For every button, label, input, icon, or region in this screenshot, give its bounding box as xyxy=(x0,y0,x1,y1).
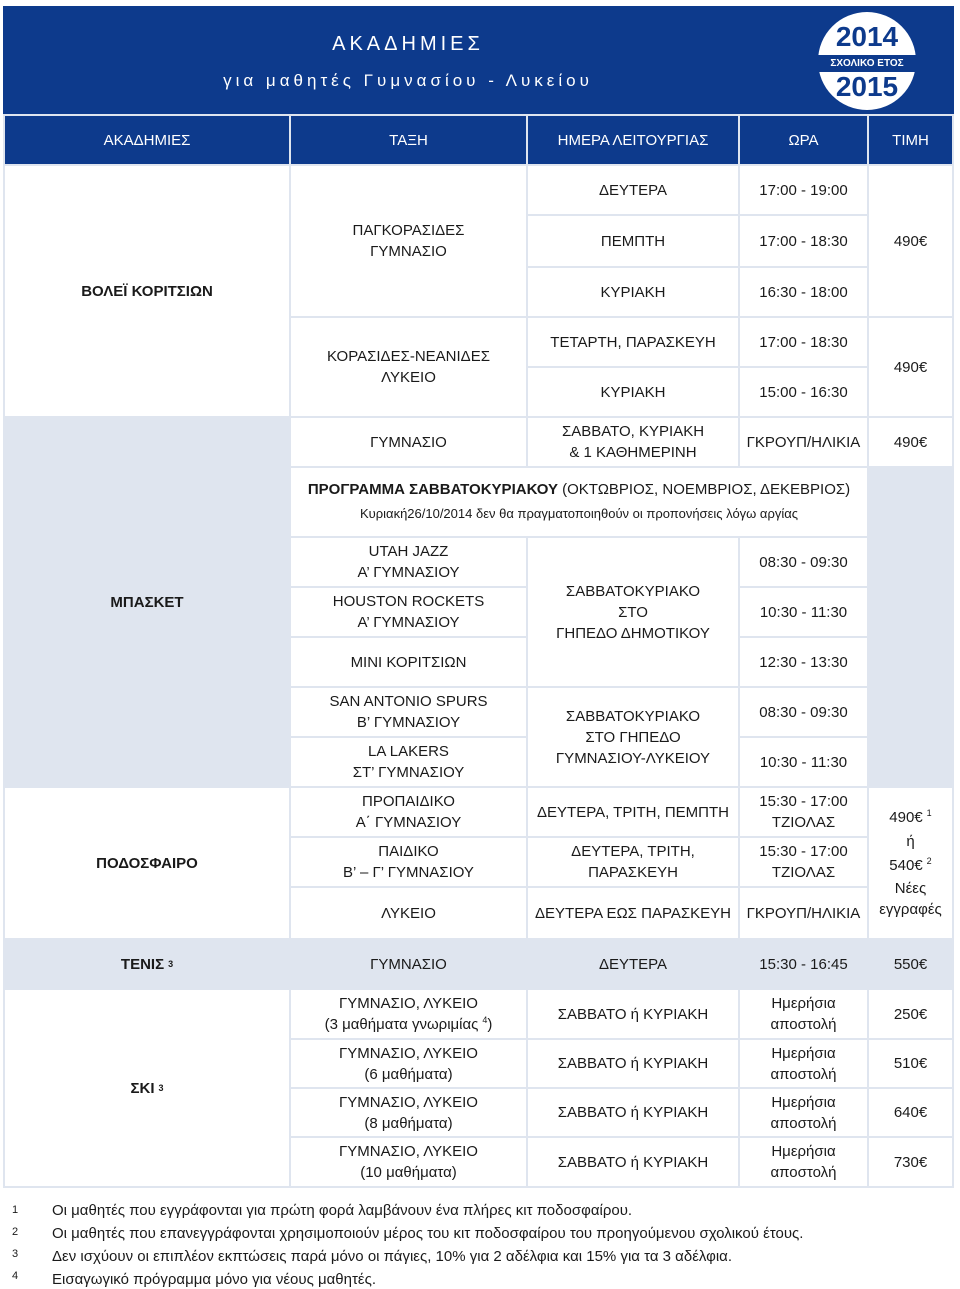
footnote-numbers xyxy=(6,1199,24,1287)
time-cell: 17:00 - 18:30 xyxy=(740,216,867,266)
time-cell: 17:00 - 19:00 xyxy=(740,166,867,214)
price-new: 540€ $^2$ xyxy=(889,856,932,874)
price-blank xyxy=(869,468,952,786)
time-cell: 10:30 - 11:30 xyxy=(740,588,867,636)
price-cell: 490€ xyxy=(869,166,952,316)
price-cell: 550€ xyxy=(869,940,952,988)
venue-cell: ΣΑΒΒΑΤΟΚΥΡΙΑΚΟ ΣΤΟ ΓΗΠΕΔΟ ΔΗΜΟΤΙΚΟΥ xyxy=(528,538,738,686)
column-header-academy: ΑΚΑΔΗΜΙΕΣ xyxy=(5,116,289,164)
day-cell: ΣΑΒΒΑΤΟ ή ΚΥΡΙΑΚΗ xyxy=(528,1040,738,1087)
price-cell: 640€ xyxy=(869,1089,952,1136)
footnote-number: 2 xyxy=(11,1226,19,1238)
class-cell: ΓΥΜΝΑΣΙΟ xyxy=(291,418,526,466)
time-cell: Ημερήσια αποστολή xyxy=(740,1040,867,1087)
day-cell: ΔΕΥΤΕΡΑ, ΤΡΙΤΗ, ΠΑΡΑΣΚΕΥΗ xyxy=(528,838,738,886)
academy-tennis: ΤΕΝΙΣ 3 xyxy=(5,940,289,988)
column-header-day: ΗΜΕΡΑ ΛΕΙΤΟΥΡΓΙΑΣ xyxy=(528,116,738,164)
day-cell: ΣΑΒΒΑΤΟ ή ΚΥΡΙΑΚΗ xyxy=(528,1089,738,1136)
time-cell: 15:30 - 17:00 ΤΖΙΟΛΑΣ xyxy=(740,788,867,836)
class-cell: ΓΥΜΝΑΣΙΟ, ΛΥΚΕΙΟ (6 μαθήματα) xyxy=(291,1040,526,1087)
football-price-cell xyxy=(869,788,952,938)
footnote-number: 1 xyxy=(11,1204,19,1216)
footnote-ref: 1 xyxy=(926,808,932,818)
class-cell: ΠΑΙΔΙΚΟ Β’ – Γ’ ΓΥΜΝΑΣΙΟΥ xyxy=(291,838,526,886)
column-header-price: ΤΙΜΗ xyxy=(869,116,952,164)
time-cell: 15:30 - 17:00 ΤΖΙΟΛΑΣ xyxy=(740,838,867,886)
day-cell: ΔΕΥΤΕΡΑ xyxy=(528,166,738,214)
day-cell: ΤΕΤΑΡΤΗ, ΠΑΡΑΣΚΕΥΗ xyxy=(528,318,738,366)
academy-ski: ΣΚΙ 3 xyxy=(5,990,289,1186)
footnote-text: Εισαγωγικό πρόγραμμα μόνο για νέους μαθητές. xyxy=(52,1271,376,1288)
class-cell: ΓΥΜΝΑΣΙΟ xyxy=(291,940,526,988)
time-cell: ΓΚΡΟΥΠ/ΗΛΙΚΙΑ xyxy=(740,418,867,466)
badge-year-start: 2014 xyxy=(835,21,899,52)
column-header-class: ΤΑΞΗ xyxy=(291,116,526,164)
price-returning: 490€ $^1$ xyxy=(889,808,932,826)
day-cell: ΔΕΥΤΕΡΑ xyxy=(528,940,738,988)
time-cell: ΓΚΡΟΥΠ/ΗΛΙΚΙΑ xyxy=(740,888,867,938)
time-cell: Ημερήσια αποστολή xyxy=(740,990,867,1038)
class-cell: ΛΥΚΕΙΟ xyxy=(291,888,526,938)
footnote-number: 4 xyxy=(11,1270,19,1282)
academy-volley: ΒΟΛΕΪ ΚΟΡΙΤΣΙΩΝ xyxy=(5,166,289,416)
team-cell: LA LAKERS ΣΤ’ ΓΥΜΝΑΣΙΟΥ xyxy=(291,738,526,786)
time-cell: 15:00 - 16:30 xyxy=(740,368,867,416)
badge-year-end: 2015 xyxy=(835,71,899,102)
footnotes xyxy=(52,1199,952,1289)
team-cell: HOUSTON ROCKETS Α’ ΓΥΜΝΑΣΙΟΥ xyxy=(291,588,526,636)
footnote-number: 3 xyxy=(11,1248,19,1260)
time-cell: 15:30 - 16:45 xyxy=(740,940,867,988)
price-cell: 510€ xyxy=(869,1040,952,1087)
page-subtitle: για μαθητές Γυμνασίου - Λυκείου xyxy=(223,71,593,90)
badge-caption: ΣΧΟΛΙΚΟ ΕΤΟΣ xyxy=(818,55,916,72)
time-cell: 10:30 - 11:30 xyxy=(740,738,867,786)
day-cell: ΣΑΒΒΑΤΟ ή ΚΥΡΙΑΚΗ xyxy=(528,1138,738,1186)
holiday-note: Κυριακή26/10/2014 δεν θα πραγματοποιηθούν οι προπονήσεις λόγω αργίας xyxy=(359,506,799,521)
academy-football: ΠΟΔΟΣΦΑΙΡΟ xyxy=(5,788,289,938)
day-cell: ΚΥΡΙΑΚΗ xyxy=(528,368,738,416)
day-cell: ΣΑΒΒΑΤΟ, ΚΥΡΙΑΚΗ & 1 ΚΑΘΗΜΕΡΙΝΗ xyxy=(528,418,738,466)
column-header-time: ΩΡΑ xyxy=(740,116,867,164)
class-cell: ΓΥΜΝΑΣΙΟ, ΛΥΚΕΙΟ (8 μαθήματα) xyxy=(291,1089,526,1136)
day-cell: ΣΑΒΒΑΤΟ ή ΚΥΡΙΑΚΗ xyxy=(528,990,738,1038)
day-cell: ΔΕΥΤΕΡΑ ΕΩΣ ΠΑΡΑΣΚΕΥΗ xyxy=(528,888,738,938)
time-cell: 12:30 - 13:30 xyxy=(740,638,867,686)
day-cell: ΔΕΥΤΕΡΑ, ΤΡΙΤΗ, ΠΕΜΠΤΗ xyxy=(528,788,738,836)
school-year-badge xyxy=(818,12,916,110)
price-cell: 490€ xyxy=(869,418,952,466)
weekend-program-header xyxy=(291,468,867,536)
price-cell: 250€ xyxy=(869,990,952,1038)
time-cell: Ημερήσια αποστολή xyxy=(740,1089,867,1136)
footnote-ref: 2 xyxy=(926,856,932,866)
team-cell: SAN ANTONIO SPURS Β’ ΓΥΜΝΑΣΙΟΥ xyxy=(291,688,526,736)
price-or: ή xyxy=(906,833,915,850)
program-title xyxy=(308,478,850,502)
time-cell: 17:00 - 18:30 xyxy=(740,318,867,366)
price-cell: 730€ xyxy=(869,1138,952,1186)
program-prefix: ΠΡΟΓΡΑΜΜΑ ΣΑΒΒΑΤΟΚΥΡΙΑΚΟΥ xyxy=(307,481,558,498)
program-months: (ΟΚΤΩΒΡΙΟΣ, ΝΟΕΜΒΡΙΟΣ, ΔΕΚΕΒΡΙΟΣ) xyxy=(562,481,851,498)
page-header xyxy=(3,6,954,114)
time-cell: 16:30 - 18:00 xyxy=(740,268,867,316)
class-cell: ΠΡΟΠΑΙΔΙΚΟ Α΄ ΓΥΜΝΑΣΙΟΥ xyxy=(291,788,526,836)
venue-cell: ΣΑΒΒΑΤΟΚΥΡΙΑΚΟ ΣΤΟ ΓΗΠΕΔΟ ΓΥΜΝΑΣΙΟΥ-ΛΥΚΕΙΟΥ xyxy=(528,688,738,786)
class-cell: ΓΥΜΝΑΣΙΟ, ΛΥΚΕΙΟ (10 μαθήματα) xyxy=(291,1138,526,1186)
team-cell: UTAH JAZZ Α’ ΓΥΜΝΑΣΙΟΥ xyxy=(291,538,526,586)
footnote-ref: 4 xyxy=(482,1015,488,1025)
time-cell: 08:30 - 09:30 xyxy=(740,688,867,736)
day-cell: ΚΥΡΙΑΚΗ xyxy=(528,268,738,316)
academy-basket: ΜΠΑΣΚΕΤ xyxy=(5,418,289,786)
day-cell: ΠΕΜΠΤΗ xyxy=(528,216,738,266)
time-cell: Ημερήσια αποστολή xyxy=(740,1138,867,1186)
mini-girls-cell: ΜΙΝΙ ΚΟΡΙΤΣΙΩΝ xyxy=(291,638,526,686)
class-cell: ΠΑΓΚΟΡΑΣΙΔΕΣ ΓΥΜΝΑΣΙΟ xyxy=(291,166,526,316)
footnote-text: Οι μαθητές που εγγράφονται για πρώτη φορά λαμβάνουν ένα πλήρες κιτ ποδοσφαίρου. xyxy=(52,1202,633,1219)
footnote-text: Δεν ισχύουν οι επιπλέον εκπτώσεις παρά μόνο οι πάγιες, 10% για 2 αδέλφια και 15% για τα 3 αδέλφια. xyxy=(52,1248,733,1265)
time-cell: 08:30 - 09:30 xyxy=(740,538,867,586)
new-registrations-label: Νέες εγγραφές xyxy=(879,880,942,918)
class-cell: ΓΥΜΝΑΣΙΟ, ΛΥΚΕΙΟ (3 μαθήματα γνωριμίας $^4$) xyxy=(291,990,526,1038)
class-cell: ΚΟΡΑΣΙΔΕΣ-ΝΕΑΝΙΔΕΣ ΛΥΚΕΙΟ xyxy=(291,318,526,416)
footnote-text: Οι μαθητές που επανεγγράφονται χρησιμοποιούν μέρος του κιτ ποδοσφαίρου του προηγούμενου σχολικού έτους. xyxy=(52,1225,804,1242)
price-cell: 490€ xyxy=(869,318,952,416)
page-title: ΑΚΑΔΗΜΙΕΣ xyxy=(332,33,484,55)
